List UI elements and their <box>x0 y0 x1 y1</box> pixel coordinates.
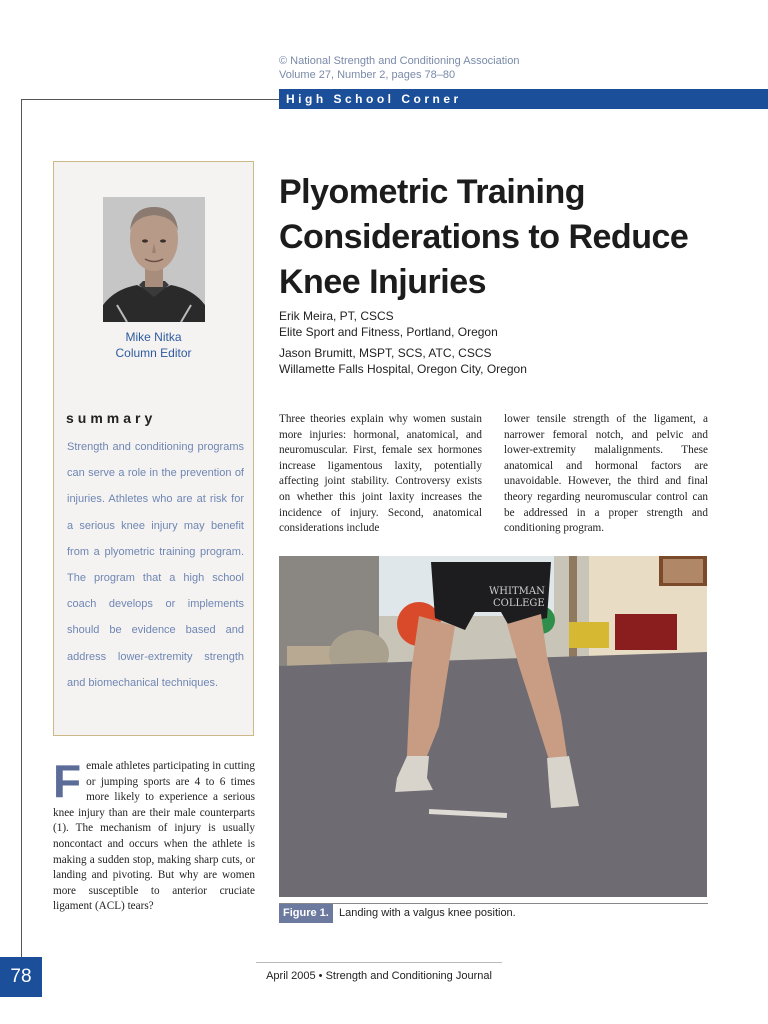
shorts-lettering: COLLEGE <box>493 598 545 609</box>
article-title: Plyometric Training Considerations to Reduce Knee Injuries <box>279 173 689 301</box>
intro-column-2: lower tensile strength of the ligament, a narrower femoral notch, and pelvic and lower-extremity malalignments. These anatomical and hormonal factors are unavoidable. However, the third and final theory regarding neuromuscular control can be addressed in a proper strength and conditioning program. <box>504 413 708 535</box>
editor-portrait <box>103 197 205 322</box>
shorts-lettering: WHITMAN <box>489 586 545 597</box>
intro-column-1: Three theories explain why women sustain more injuries: hormonal, anatomical, and neuromuscular. First, female sex hormones increase ligamentous laxity, potentially affecting joint stability. Controversy exists on whether this joint laxity increases the incidence of injury. Second, anatomical considerations include <box>279 413 482 535</box>
frame-rule-horizontal <box>21 99 279 100</box>
author-affiliation: Willamette Falls Hospital, Oregon City, Oregon <box>279 362 527 376</box>
body-column <box>53 755 255 915</box>
footer-rule <box>256 962 502 963</box>
editor-role: Column Editor <box>115 346 192 360</box>
author-name: Erik Meira, PT, CSCS <box>279 309 394 323</box>
copyright-line: © National Strength and Conditioning Association <box>279 55 520 67</box>
drop-cap: F <box>53 755 82 807</box>
footer-text: April 2005 • Strength and Conditioning Journal <box>266 970 492 982</box>
volume-line: Volume 27, Number 2, pages 78–80 <box>279 69 456 81</box>
summary-text: Strength and conditioning programs can serve a role in the prevention of injuries. Athletes who are at risk for a serious knee injury may benefit from a plyometric training program. The program that a high school coach develops or implements should be evidence based and address lower-extremity strength and biomechanical techniques. <box>67 441 244 689</box>
journal-meta <box>279 54 519 82</box>
section-banner <box>279 89 768 109</box>
author-affiliation: Elite Sport and Fitness, Portland, Oregon <box>279 325 498 339</box>
frame-rule-vertical <box>21 99 22 957</box>
figure-rule <box>279 903 708 904</box>
body-text: emale athletes participating in cutting or jumping sports are 4 to 6 times more likely to experience a serious knee injury than are their male counterparts (1). The mechanism of injury is usually noncontact and occurs when the athlete is making a sudden stop, making sharp cuts, or landing and pivoting. But why are women more susceptible to anterior cruciate ligament (ACL) tears? <box>53 760 255 913</box>
author-block <box>279 308 527 377</box>
page-number: 78 <box>0 957 42 997</box>
figure-label: Figure 1. <box>279 904 333 923</box>
author-name: Jason Brumitt, MSPT, SCS, ATC, CSCS <box>279 346 492 360</box>
editor-name: Mike Nitka <box>125 330 182 344</box>
figure-photo <box>279 556 707 897</box>
section-title: High School Corner <box>286 92 462 106</box>
figure-caption: Landing with a valgus knee position. <box>339 907 516 919</box>
figure-image <box>279 556 707 897</box>
portrait-image <box>103 197 205 322</box>
editor-sidebar <box>53 161 254 736</box>
summary-heading: summary <box>66 410 157 426</box>
